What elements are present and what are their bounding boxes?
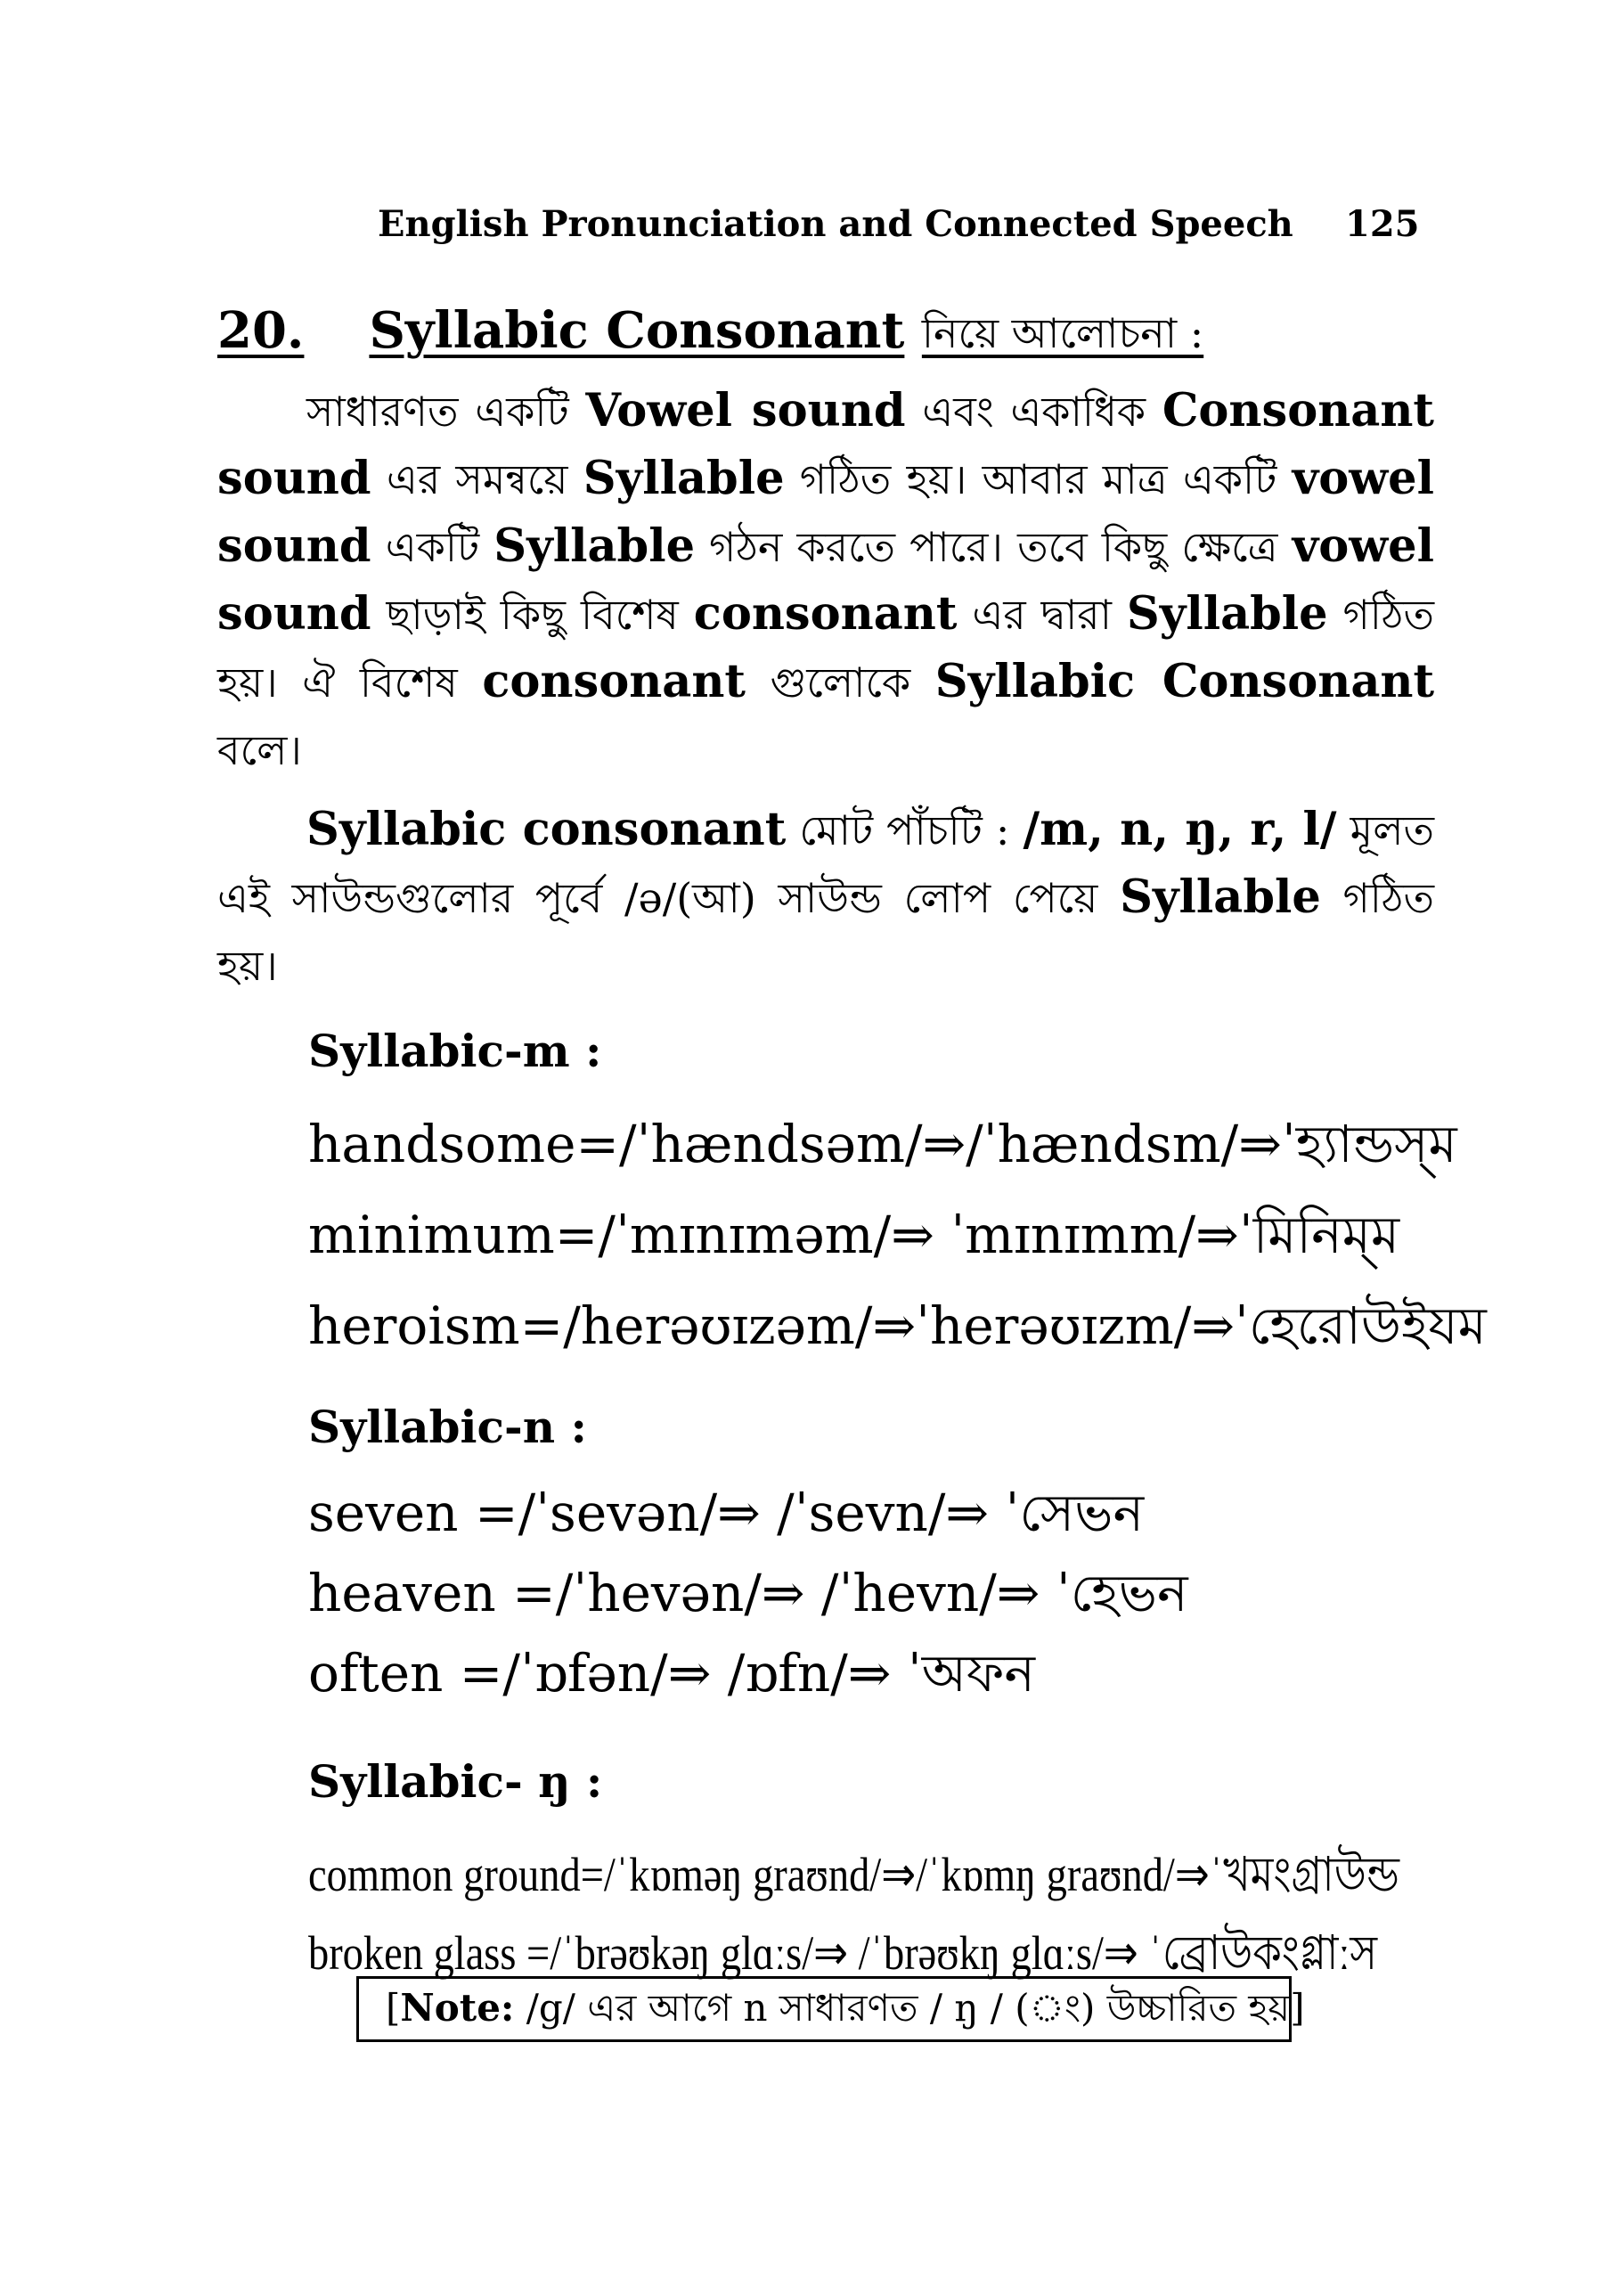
body-text: মোট পাঁচটি :	[786, 806, 1024, 854]
bold-term: vowel sound	[217, 519, 1434, 641]
bold-term: Syllable	[583, 452, 785, 505]
body-text: এর দ্বারা	[957, 591, 1127, 639]
body-text: গঠিত হয়। ঐ বিশেষ	[217, 591, 1435, 707]
bold-term: /m, n, ŋ, r, l/	[1023, 803, 1337, 856]
bold-term: Vowel sound	[585, 384, 906, 437]
note-text: /g/ এর আগে n সাধারণত / ŋ / (ং) উচ্চারিত হয়	[514, 1986, 1291, 2030]
bold-term: Syllable	[1120, 870, 1321, 924]
example-row: common ground=/ˈkɒməŋ graʊnd/⇒/ˈkɒmŋ graʊnd/⇒ˈখমংগ্রাউন্ড	[308, 1848, 1399, 1901]
body-text: এর সমন্বয়ে	[371, 455, 583, 503]
section-title	[217, 301, 1203, 371]
section-number: 20.	[217, 301, 305, 360]
page-number: 125	[1345, 203, 1420, 245]
body-text: আ	[692, 874, 740, 922]
body-text: ছাড়াই কিছু বিশেষ	[371, 591, 694, 639]
bold-term: consonant	[482, 655, 746, 708]
running-header-title: English Pronunciation and Connected Speech	[378, 203, 1293, 245]
bold-term: Consonant sound	[217, 384, 1434, 505]
body-text: এবং একাধিক	[905, 388, 1162, 436]
group-heading-ng: Syllabic- ŋ :	[308, 1755, 603, 1808]
example-row: broken glass =/ˈbrəʊkəŋ glɑːs/⇒ /ˈbrəʊkŋ glɑːs/⇒ ˈব্রোউকংগ্লাːস	[308, 1926, 1378, 1980]
group-heading-m: Syllabic-m :	[308, 1025, 602, 1077]
group-heading-n: Syllabic-n :	[308, 1401, 587, 1453]
note-bracket-close: ]	[1290, 1986, 1305, 2030]
bold-term: Syllable	[1126, 587, 1328, 641]
body-text: ) সাউন্ড লোপ পেয়ে	[739, 874, 1121, 922]
body-text: সাধারণত একটি	[306, 388, 586, 436]
body-text: গঠন করতে পারে। তবে কিছু ক্ষেত্রে	[695, 523, 1293, 571]
section-title-en: Syllabic Consonant	[369, 301, 905, 360]
body-text: /ə/(	[624, 874, 693, 922]
note-bracket-open: [	[386, 1986, 401, 2030]
example-row: handsome=/ˈhændsəm/⇒/ˈhændsm/⇒ˈহ্যান্ডস্‌ম	[308, 1114, 1457, 1174]
example-row: often =/ˈɒfən/⇒ /ɒfn/⇒ ˈঅফন	[308, 1643, 1035, 1704]
note-label: Note:	[400, 1986, 515, 2030]
body-text: বলে।	[217, 726, 302, 774]
bold-term: Syllabic consonant	[306, 803, 787, 856]
intro-paragraph	[217, 378, 1434, 784]
bold-term: consonant	[693, 587, 958, 641]
bold-term: Syllabic Consonant	[934, 655, 1435, 708]
note-box	[356, 1976, 1305, 2042]
bold-term: vowel sound	[217, 452, 1434, 573]
section-title-bn: নিয়ে আলোচনা :	[921, 309, 1204, 357]
body-text: গঠিত হয়।	[217, 874, 1434, 990]
example-row: seven =/ˈsevən/⇒ /ˈsevn/⇒ ˈসেভন	[308, 1483, 1145, 1543]
body-text: মূলত এই সাউন্ডগুলোর পূর্বে	[217, 806, 1434, 922]
example-row: heaven =/ˈhevən/⇒ /ˈhevn/⇒ ˈহেভন	[308, 1563, 1188, 1623]
example-row: minimum=/ˈmɪnɪməm/⇒ ˈmɪnɪmm/⇒ˈমিনিম্‌ম	[308, 1205, 1400, 1265]
example-row: heroism=/herəʊɪzəm/⇒ˈherəʊɪzm/⇒ˈহেরোউইযম	[308, 1295, 1487, 1356]
bold-term: Syllable	[493, 519, 696, 573]
summary-paragraph	[217, 797, 1434, 1000]
body-text: গঠিত হয়। আবার মাত্র একটি	[784, 455, 1293, 503]
body-text: গুলোকে	[745, 658, 935, 707]
body-text: একটি	[371, 523, 494, 571]
